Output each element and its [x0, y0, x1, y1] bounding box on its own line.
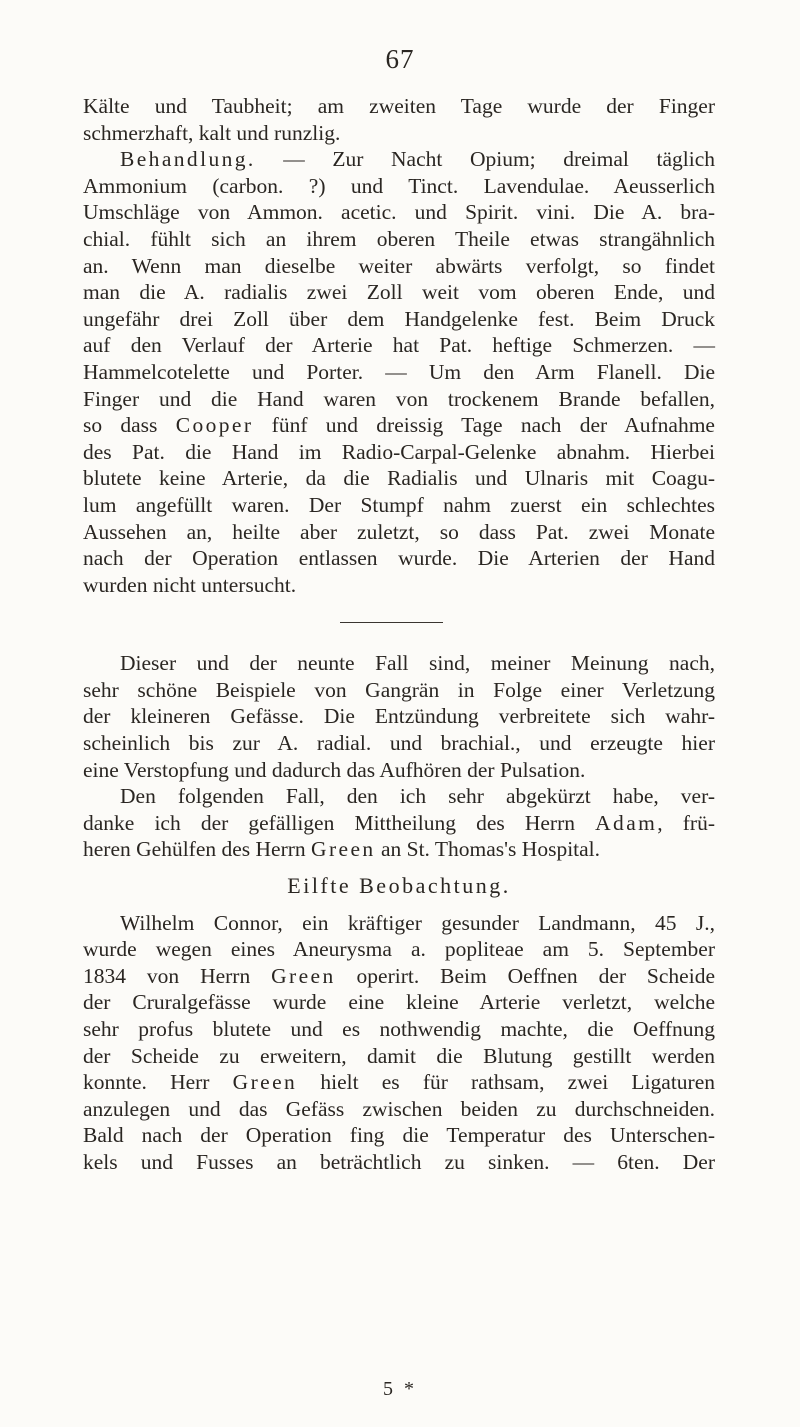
- text-fragment: hielt es für rathsam, zwei Ligaturen: [297, 1070, 716, 1095]
- treatment-line: [83, 146, 715, 173]
- person-name-cooper: Cooper: [175, 413, 254, 438]
- text-line: der kleineren Gefässe. Die Entzündung verbreitete sich wahr-: [83, 704, 715, 729]
- treatment-text: — Zur Nacht Opium; dreimal täglich: [255, 147, 715, 172]
- text-line: ungefähr drei Zoll über dem Handgelenke fest. Beim Druck: [83, 306, 715, 331]
- text-line: an. Wenn man dieselbe weiter abwärts verfolgt, so findet: [83, 253, 715, 278]
- text-line: wurde wegen eines Aneurysma a. popliteae am 5. September: [83, 937, 715, 962]
- text-line: [83, 412, 715, 439]
- text-line: auf den Verlauf der Arterie hat Pat. heftige Schmerzen. —: [83, 333, 715, 358]
- text-line: der Scheide zu erweitern, damit die Blutung gestillt werden: [83, 1043, 715, 1068]
- page-number: 67: [385, 44, 415, 74]
- text-line: Ammonium (carbon. ?) und Tinct. Lavendulae. Aeusserlich: [83, 173, 715, 198]
- text-line: [83, 1069, 715, 1096]
- text-line: Dieser und der neunte Fall sind, meiner Meinung nach,: [120, 651, 715, 676]
- text-line: scheinlich bis zur A. radial. und brachial., und erzeugte hier: [83, 731, 715, 756]
- text-line: Wilhelm Connor, ein kräftiger gesunder Landmann, 45 J.,: [120, 910, 715, 935]
- text-fragment: konnte. Herr: [83, 1070, 233, 1095]
- text-line: sehr profus blutete und es nothwendig machte, die Oeffnung: [83, 1017, 715, 1041]
- person-name-green: Green: [232, 1070, 298, 1095]
- text-line: Aussehen an, heilte aber zuletzt, so dass Pat. zwei Monate: [83, 519, 715, 544]
- text-line: Finger und die Hand waren von trockenem Brande befallen,: [83, 386, 715, 411]
- text-line: Umschläge von Ammon. acetic. und Spirit. vini. Die A. bra-: [83, 200, 715, 225]
- text-line: eine Verstopfung und dadurch das Aufhören der Pulsation.: [83, 757, 586, 782]
- signature-mark: 5 *: [383, 1378, 417, 1400]
- person-name-green: Green: [311, 837, 376, 862]
- text-line: anzulegen und das Gefäss zwischen beiden zu durchschneiden.: [83, 1096, 715, 1121]
- section-divider: [340, 622, 443, 623]
- text-line: schmerzhaft, kalt und runzlig.: [83, 120, 341, 145]
- text-line: [83, 810, 715, 837]
- person-name-adam: Adam: [595, 810, 658, 835]
- text-line: [83, 963, 715, 990]
- body-text: [83, 93, 715, 1176]
- section-heading: Eilfte Beobachtung.: [287, 873, 511, 899]
- text-line: Hammelcotelette und Porter. — Um den Arm Flanell. Die: [83, 359, 715, 384]
- person-name-green: Green: [271, 963, 336, 988]
- text-fragment: 1834 von Herrn: [83, 963, 272, 988]
- text-line: kels und Fusses an beträchtlich zu sinken. — 6ten. Der: [83, 1149, 715, 1174]
- treatment-label: Behandlung.: [120, 147, 256, 172]
- text-line: wurden nicht untersucht.: [83, 572, 297, 597]
- text-fragment: danke ich der gefälligen Mittheilung des Herrn: [83, 810, 596, 835]
- text-line: lum angefüllt waren. Der Stumpf nahm zuerst ein schlechtes: [83, 492, 715, 517]
- text-fragment: , frü-: [657, 810, 715, 835]
- text-line: nach der Operation entlassen wurde. Die Arterien der Hand: [83, 546, 715, 571]
- text-fragment: heren Gehülfen des Herrn: [83, 837, 312, 862]
- text-fragment: an St. Thomas's Hospital.: [375, 837, 601, 862]
- text-line: Den folgenden Fall, den ich sehr abgekürzt habe, ver-: [120, 784, 715, 809]
- text-line: [83, 836, 715, 863]
- text-line: Kälte und Taubheit; am zweiten Tage wurde der Finger: [83, 94, 715, 118]
- text-line: der Cruralgefässe wurde eine kleine Arterie verletzt, welche: [83, 990, 715, 1015]
- text-line: Bald nach der Operation fing die Temperatur des Unterschen-: [83, 1123, 715, 1148]
- text-fragment: fünf und dreissig Tage nach der Aufnahme: [253, 413, 715, 438]
- text-line: chial. fühlt sich an ihrem oberen Theile etwas strangähnlich: [83, 226, 715, 251]
- text-line: man die A. radialis zwei Zoll weit vom oberen Ende, und: [83, 280, 715, 305]
- text-line: des Pat. die Hand im Radio-Carpal-Gelenke abnahm. Hierbei: [83, 439, 715, 464]
- text-fragment: operirt. Beim Oeffnen der Scheide: [335, 963, 715, 988]
- text-fragment: so dass: [83, 413, 176, 438]
- text-line: sehr schöne Beispiele von Gangrän in Folge einer Verletzung: [83, 677, 715, 702]
- text-line: blutete keine Arterie, da die Radialis und Ulnaris mit Coagu-: [83, 466, 715, 491]
